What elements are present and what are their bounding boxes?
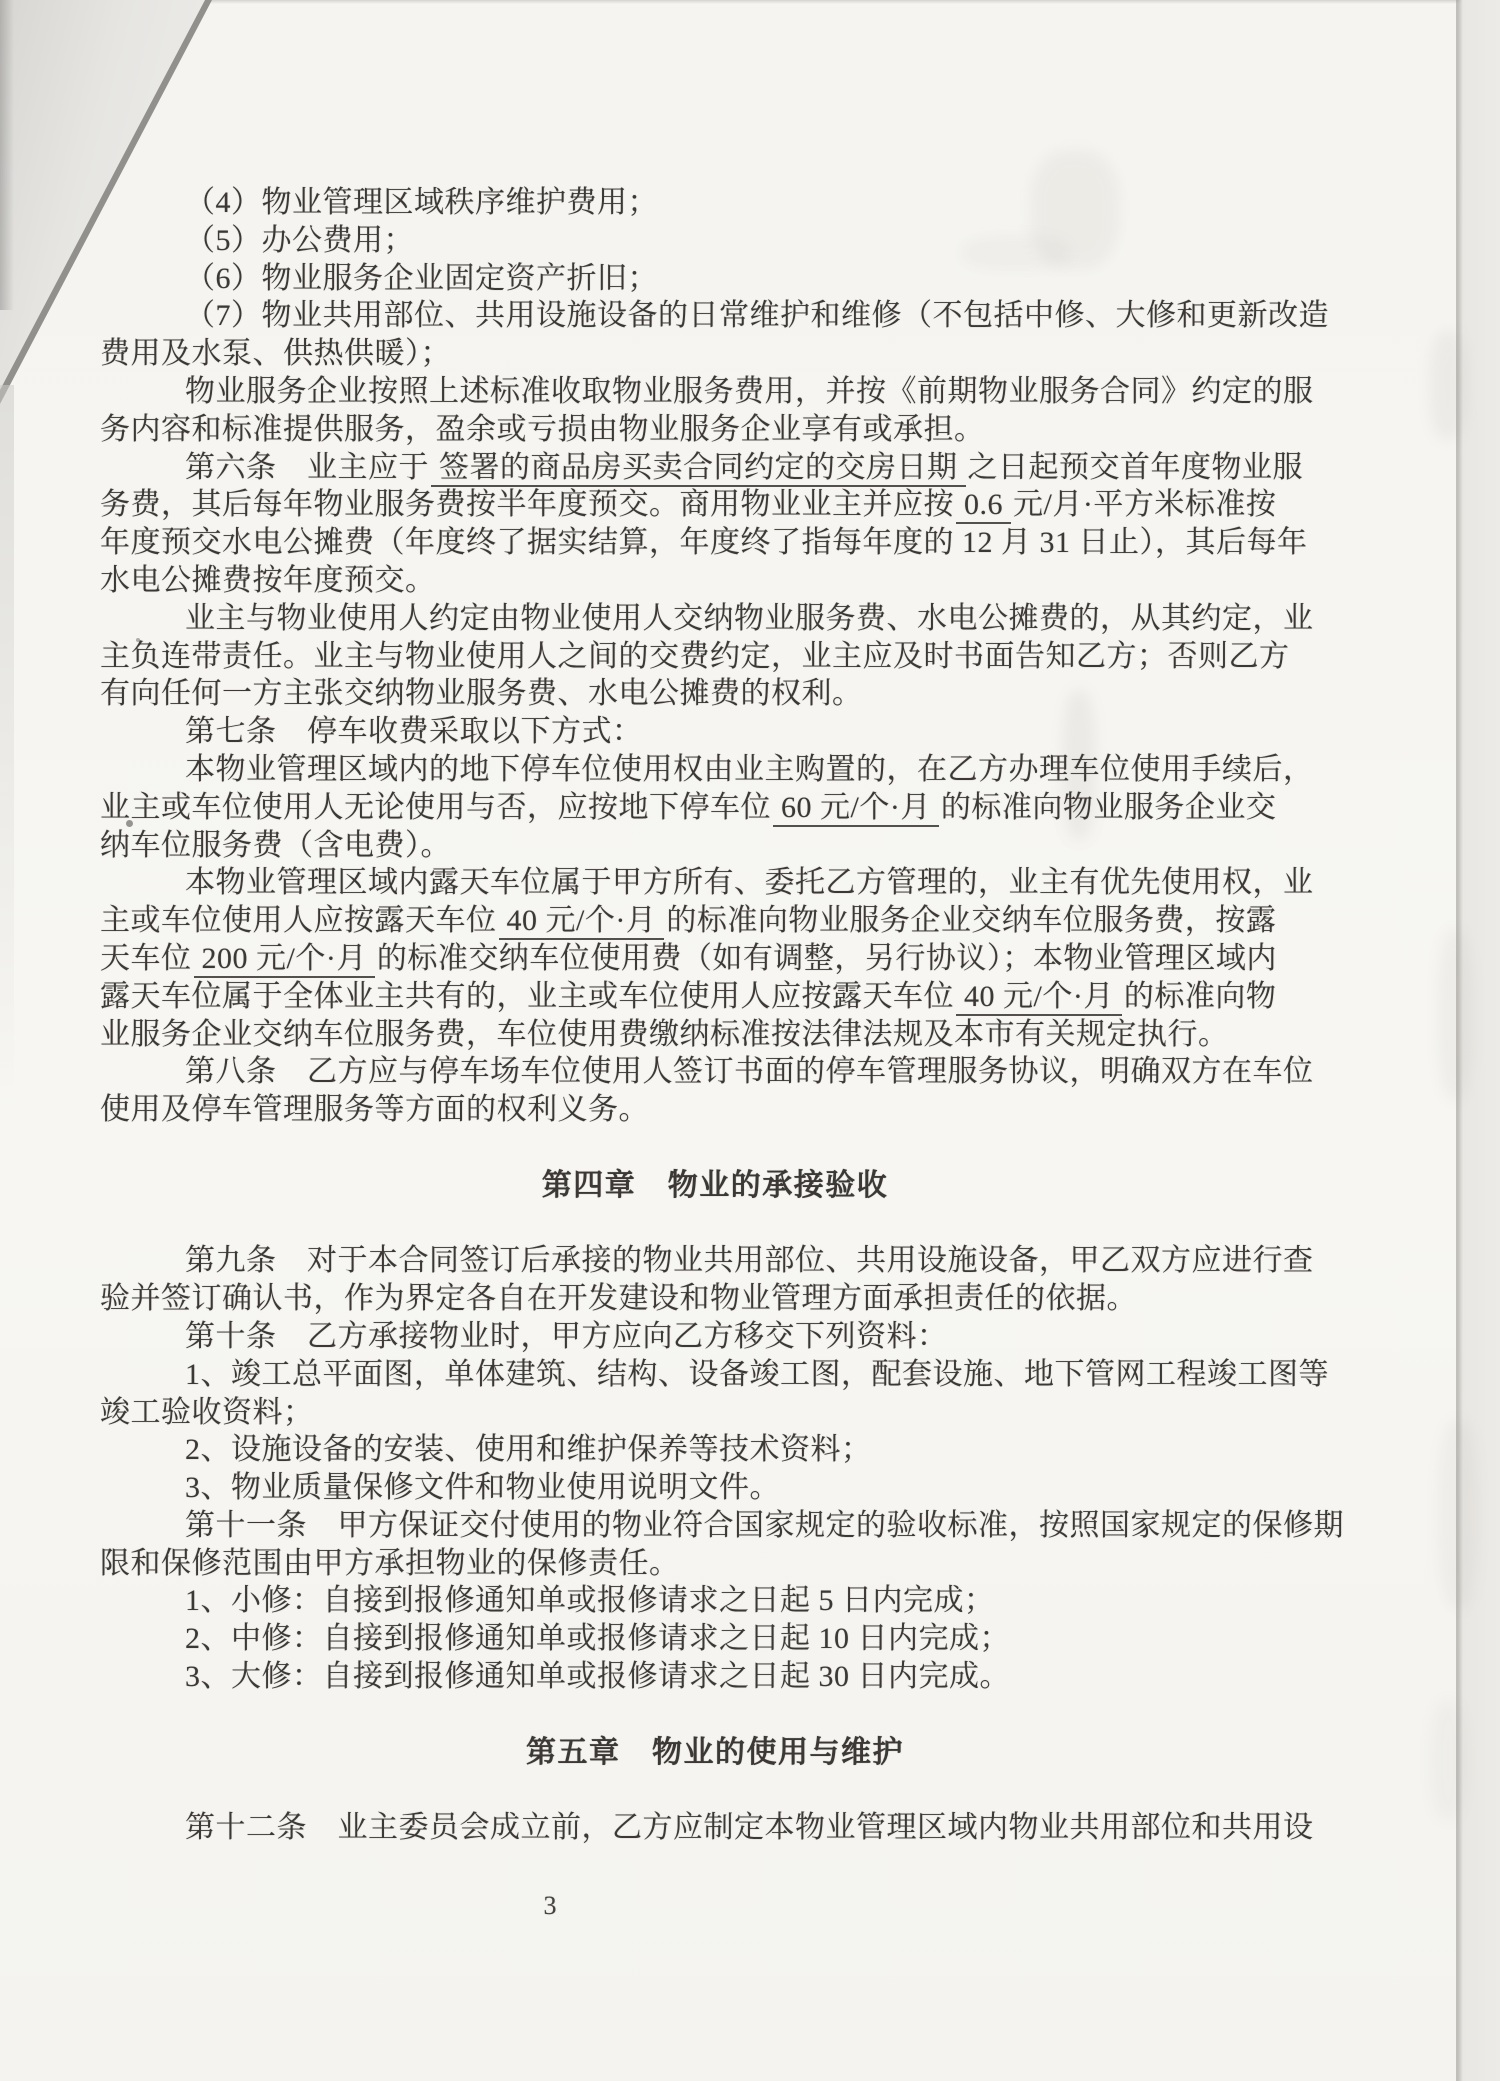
text-line <box>100 1658 1330 1696</box>
scan-left-edge-shadow <box>0 385 14 1105</box>
text-segment: 验并签订确认书，作为界定各自在开发建设和物业管理方面承担责任的依据。 <box>100 1282 1137 1316</box>
text-segment: 之日起预交首年度物业服 <box>967 450 1303 484</box>
text-segment: 限和保修范围由甲方承担物业的保修责任。 <box>100 1546 680 1580</box>
text-segment: （4）物业管理区域秩序维护费用； <box>185 186 658 219</box>
text-segment: 业服务企业交纳车位服务费，车位使用费缴纳标准按法律法规及本市有关规定执行。 <box>100 1017 1229 1051</box>
text-segment: 1、小修：自接到报修通知单或报修请求之日起 5 日内完成； <box>185 1584 995 1618</box>
text-segment: 费用及水泵、供热供暖）； <box>100 337 451 371</box>
text-line <box>100 335 1330 373</box>
filled-in-blank: 40 元/个·月 <box>499 904 665 940</box>
text-line <box>100 411 1330 449</box>
ink-bleed-smudge <box>1438 1420 1478 1610</box>
text-segment: 有向任何一方主张交纳物业服务费、水电公摊费的权利。 <box>100 677 863 711</box>
text-line <box>100 373 1330 411</box>
text-line <box>100 1507 1344 1545</box>
page-number: 3 <box>543 1891 557 1920</box>
scan-top-edge-shadow <box>0 0 1500 4</box>
text-segment: 主或车位使用人应按露天车位 <box>100 904 497 938</box>
text-line <box>100 675 1330 713</box>
text-line <box>100 1545 1330 1583</box>
text-segment: 1、竣工总平面图，单体建筑、结构、设备竣工图，配套设施、地下管网工程竣工图等 <box>185 1357 1329 1391</box>
text-line <box>100 297 1330 335</box>
text-segment: 的标准向物 <box>1123 979 1277 1013</box>
text-line <box>100 1809 1330 1847</box>
text-segment: （6）物业服务企业固定资产折旧； <box>185 261 658 295</box>
text-segment: （5）办公费用； <box>185 223 414 257</box>
text-segment: 的标准向物业服务企业交纳车位服务费，按露 <box>666 904 1277 938</box>
chapter-heading <box>100 1734 1330 1772</box>
filled-in-blank: 40 元/个·月 <box>956 980 1122 1016</box>
text-line <box>100 713 1330 751</box>
text-line <box>100 1318 1330 1356</box>
text-line <box>100 600 1330 638</box>
text-segment: 务费，其后每年物业服务费按半年度预交。商用物业业主并应按 <box>100 488 954 522</box>
text-segment: 的标准交纳车位使用费（如有调整，另行协议）；本物业管理区域内 <box>376 941 1277 975</box>
text-segment: 第十一条 甲方保证交付使用的物业符合国家规定的验收标准，按照国家规定的保修期 <box>185 1508 1344 1542</box>
text-segment: 2、中修：自接到报修通知单或报修请求之日起 10 日内完成； <box>185 1622 1010 1656</box>
text-segment: 第四章 物业的承接验收 <box>541 1168 889 1202</box>
text-segment: 元/月·平方米标准按 <box>1013 488 1277 522</box>
text-segment: 第八条 乙方应与停车场车位使用人签订书面的停车管理服务协议，明确双方在车位 <box>185 1055 1314 1089</box>
text-line <box>100 1016 1330 1054</box>
filled-in-blank: 200 元/个·月 <box>194 942 375 978</box>
text-segment: 业主或车位使用人无论使用与否，应按地下停车位 <box>100 790 771 824</box>
text-segment: 本物业管理区域内的地下停车位使用权由业主购置的，在乙方办理车位使用手续后， <box>185 752 1314 786</box>
text-segment: 物业服务企业按照上述标准收取物业服务费用，并按《前期物业服务合同》约定的服 <box>185 374 1314 408</box>
text-segment: 年度预交水电公摊费（年度终了据实结算，年度终了指每年度的 12 月 31 日止），其后每年 <box>100 526 1308 560</box>
text-line <box>100 1431 1330 1469</box>
text-segment: 第七条 停车收费采取以下方式： <box>185 715 643 749</box>
text-segment: 务内容和标准提供服务，盈余或亏损由物业服务企业享有或承担。 <box>100 412 985 446</box>
blank-line <box>100 1771 1330 1809</box>
text-segment: 第十条 乙方承接物业时，甲方应向乙方移交下列资料： <box>185 1319 948 1353</box>
fold-left-shadow <box>0 0 14 310</box>
text-line <box>100 978 1330 1016</box>
text-line <box>100 638 1330 676</box>
text-segment: 露天车位属于全体业主共有的，业主或车位使用人应按露天车位 <box>100 979 954 1013</box>
text-line <box>100 751 1330 789</box>
text-line <box>100 1582 1330 1620</box>
text-segment: 业主与物业使用人约定由物业使用人交纳物业服务费、水电公摊费的，从其约定，业 <box>185 601 1314 635</box>
filled-in-blank: 60 元/个·月 <box>773 791 939 827</box>
text-line <box>100 524 1330 562</box>
text-line <box>100 789 1330 827</box>
blank-line <box>100 1696 1330 1734</box>
text-segment: 主负连带责任。业主与物业使用人之间的交费约定，业主应及时书面告知乙方；否则乙方 <box>100 639 1290 673</box>
text-line <box>100 940 1330 978</box>
chapter-heading <box>100 1167 1330 1205</box>
blank-line <box>100 1205 1330 1243</box>
text-line <box>100 1053 1330 1091</box>
filled-in-blank: 0.6 <box>956 488 1011 524</box>
text-line <box>100 902 1330 940</box>
text-line <box>100 486 1330 524</box>
text-line <box>100 1280 1330 1318</box>
text-segment: 第九条 对于本合同签订后承接的物业共用部位、共用设施设备，甲乙双方应进行查 <box>185 1244 1314 1278</box>
text-segment: 使用及停车管理服务等方面的权利义务。 <box>100 1093 649 1127</box>
text-segment: 竣工验收资料； <box>100 1395 314 1429</box>
ink-bleed-smudge <box>1430 1700 1466 1820</box>
text-line <box>100 1469 1330 1507</box>
text-line <box>100 1091 1330 1129</box>
document-text <box>100 184 1344 1847</box>
text-segment: 第六条 业主应于 <box>185 450 429 484</box>
text-segment: 水电公摊费按年度预交。 <box>100 563 436 597</box>
text-line <box>100 864 1330 902</box>
text-segment: 第十二条 业主委员会成立前，乙方应制定本物业管理区域内物业共用部位和共用设 <box>185 1811 1314 1845</box>
text-segment: 天车位 <box>100 941 192 975</box>
text-segment: 第五章 物业的使用与维护 <box>526 1735 904 1769</box>
ink-bleed-smudge <box>1430 330 1466 440</box>
blank-line <box>100 1129 1330 1167</box>
text-segment: （7）物业共用部位、共用设施设备的日常维护和维修（不包括中修、大修和更新改造 <box>185 299 1329 333</box>
filled-in-blank: 签署的商品房买卖合同约定的交房日期 <box>431 451 966 487</box>
text-line <box>100 827 1330 865</box>
text-line <box>100 1356 1330 1394</box>
text-segment: 2、设施设备的安装、使用和维护保养等技术资料； <box>185 1433 872 1467</box>
ink-bleed-smudge <box>1438 930 1472 1100</box>
text-line <box>100 1620 1330 1658</box>
text-segment: 的标准向物业服务企业交 <box>940 790 1277 824</box>
text-line <box>100 1394 1330 1432</box>
text-line <box>100 449 1330 487</box>
text-segment: 3、大修：自接到报修通知单或报修请求之日起 30 日内完成。 <box>185 1660 1010 1694</box>
text-line <box>100 184 1330 222</box>
text-segment: 纳车位服务费（含电费）。 <box>100 828 451 862</box>
text-line <box>100 1242 1330 1280</box>
text-segment: 3、物业质量保修文件和物业使用说明文件。 <box>185 1471 780 1505</box>
text-line <box>100 222 1330 260</box>
text-segment: 本物业管理区域内露天车位属于甲方所有、委托乙方管理的，业主有优先使用权，业 <box>185 866 1314 900</box>
text-line <box>100 562 1330 600</box>
text-line <box>100 260 1330 298</box>
